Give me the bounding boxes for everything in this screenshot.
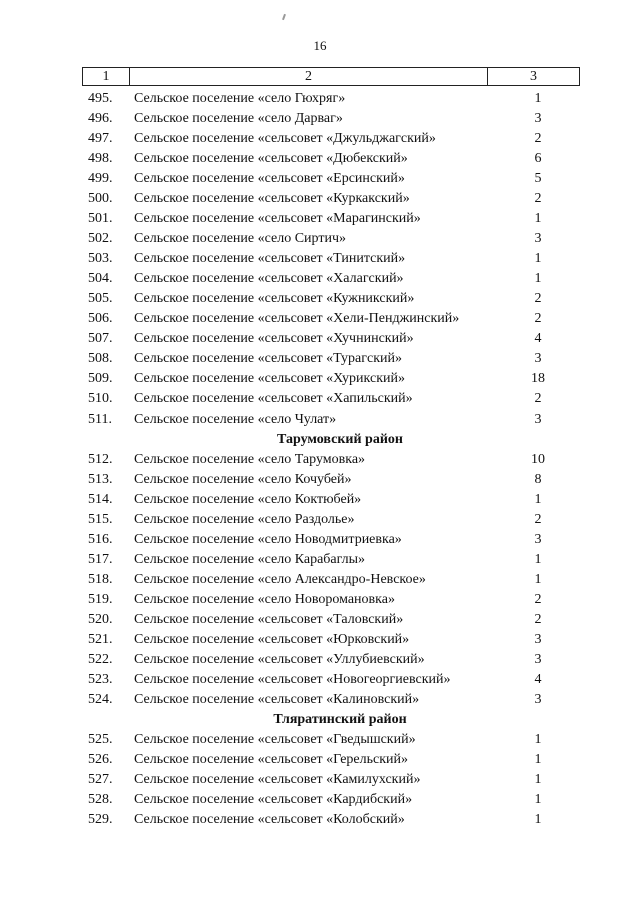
row-number: 526. [88, 752, 113, 768]
table-row [0, 610, 640, 630]
settlement-count: 5 [534, 171, 542, 187]
settlement-count: 3 [534, 631, 542, 647]
table-row [0, 209, 640, 229]
settlement-count: 1 [534, 752, 542, 768]
row-number: 515. [88, 511, 113, 527]
settlement-count: 1 [534, 772, 542, 788]
row-number: 505. [88, 291, 113, 307]
section-title: Тляратинский район [273, 711, 407, 727]
settlement-count: 4 [534, 671, 542, 687]
settlement-count: 1 [534, 551, 542, 567]
row-number: 512. [88, 451, 113, 467]
settlement-name: Сельское поселение «сельсовет «Куркакский» [134, 191, 410, 207]
header-col-3: 3 [530, 68, 537, 84]
settlement-count: 10 [531, 451, 545, 467]
row-number: 521. [88, 631, 113, 647]
settlement-name: Сельское поселение «село Тарумовка» [134, 451, 366, 467]
settlement-name: Сельское поселение «село Дарваг» [134, 111, 343, 127]
settlement-name: Сельское поселение «село Кочубей» [134, 471, 352, 487]
section-title: Тарумовский район [277, 431, 403, 447]
header-col-2: 2 [130, 68, 488, 85]
settlement-count: 6 [534, 151, 542, 167]
table-row [0, 570, 640, 590]
settlement-name: Сельское поселение «сельсовет «Дюбекский» [134, 151, 408, 167]
row-number: 509. [88, 371, 113, 387]
table-row [0, 490, 640, 510]
settlement-name: Сельское поселение «сельсовет «Калиновский» [134, 691, 420, 707]
settlement-count: 3 [534, 231, 542, 247]
row-number: 516. [88, 531, 113, 547]
row-number: 511. [88, 411, 112, 427]
table-row [0, 389, 640, 409]
table-row [0, 129, 640, 149]
settlement-count: 3 [534, 691, 542, 707]
settlement-name: Сельское поселение «сельсовет «Ерсинский» [134, 171, 405, 187]
row-number: 524. [88, 691, 113, 707]
table-row [0, 750, 640, 770]
scan-mark [282, 14, 286, 20]
settlement-count: 18 [531, 371, 545, 387]
settlement-name: Сельское поселение «сельсовет «Тинитский» [134, 251, 406, 267]
header-col-1: 1 [83, 68, 130, 85]
settlement-name: Сельское поселение «сельсовет «Турагский» [134, 351, 402, 367]
settlement-count: 2 [534, 191, 542, 207]
table-row [0, 229, 640, 249]
settlement-name: Сельское поселение «сельсовет «Кардибский» [134, 792, 413, 808]
settlement-count: 3 [534, 411, 542, 427]
row-number: 514. [88, 491, 113, 507]
row-number: 502. [88, 231, 113, 247]
row-number: 525. [88, 732, 113, 747]
settlement-name: Сельское поселение «сельсовет «Хурикский» [134, 371, 405, 387]
settlement-count: 2 [534, 291, 542, 307]
table-row [0, 770, 640, 790]
settlement-count: 8 [534, 471, 542, 487]
row-number: 497. [88, 131, 113, 147]
settlement-count: 2 [534, 391, 542, 407]
row-number: 499. [88, 171, 113, 187]
table-row [0, 510, 640, 530]
settlement-count: 2 [534, 131, 542, 147]
table-row [0, 249, 640, 269]
table-row [0, 289, 640, 309]
table-row [0, 590, 640, 610]
row-number: 523. [88, 671, 113, 687]
settlement-name: Сельское поселение «сельсовет «Хучнинский» [134, 331, 414, 347]
settlement-count: 1 [534, 812, 542, 828]
table-row [0, 309, 640, 329]
settlement-count: 3 [534, 531, 542, 547]
table-row [0, 89, 640, 109]
row-number: 504. [88, 271, 113, 287]
table-row [0, 109, 640, 129]
settlement-count: 1 [534, 271, 542, 287]
settlement-name: Сельское поселение «сельсовет «Уллубиевский» [134, 651, 425, 667]
settlement-name: Сельское поселение «село Чулат» [134, 411, 337, 427]
table-row [0, 730, 640, 750]
row-number: 508. [88, 351, 113, 367]
settlement-name: Сельское поселение «сельсовет «Камилухский» [134, 772, 421, 788]
row-number: 496. [88, 111, 113, 127]
table-row [0, 670, 640, 690]
table-row [0, 269, 640, 289]
row-number: 498. [88, 151, 113, 167]
row-number: 527. [88, 772, 113, 788]
table-row [0, 369, 640, 389]
table-row [0, 650, 640, 670]
row-number: 522. [88, 651, 113, 667]
section-heading [0, 430, 640, 450]
settlement-count: 2 [534, 511, 542, 527]
table-row [0, 189, 640, 209]
row-number: 517. [88, 551, 113, 567]
row-number: 529. [88, 812, 113, 828]
table-body [0, 89, 640, 830]
table-row [0, 530, 640, 550]
settlement-name: Сельское поселение «село Карабаглы» [134, 551, 366, 567]
settlement-name: Сельское поселение «сельсовет «Новогеоргиевский» [134, 671, 451, 687]
settlement-count: 3 [534, 351, 542, 367]
settlement-count: 1 [534, 792, 542, 808]
table-row [0, 470, 640, 490]
settlement-name: Сельское поселение «село Коктюбей» [134, 491, 362, 507]
row-number: 507. [88, 331, 113, 347]
row-number: 520. [88, 611, 113, 627]
settlement-count: 1 [534, 211, 542, 227]
row-number: 513. [88, 471, 113, 487]
page-number: 16 [313, 38, 327, 53]
settlement-name: Сельское поселение «сельсовет «Хапильский» [134, 391, 413, 407]
settlement-count: 4 [534, 331, 542, 347]
table-row [0, 790, 640, 810]
settlement-name: Сельское поселение «село Новодмитриевка» [134, 531, 402, 547]
settlement-name: Сельское поселение «сельсовет «Джульджагский» [134, 131, 436, 147]
settlement-name: Сельское поселение «сельсовет «Хели-Пенджинский» [134, 311, 460, 327]
settlement-name: Сельское поселение «сельсовет «Колобский» [134, 812, 405, 828]
table-row [0, 450, 640, 470]
table-row [0, 810, 640, 830]
settlement-name: Сельское поселение «сельсовет «Гведышский» [134, 732, 416, 747]
table-row [0, 149, 640, 169]
row-number: 506. [88, 311, 113, 327]
settlement-name: Сельское поселение «сельсовет «Юрковский» [134, 631, 410, 647]
row-number: 510. [88, 391, 113, 407]
row-number: 518. [88, 571, 113, 587]
table-row [0, 690, 640, 710]
settlement-name: Сельское поселение «сельсовет «Герельский» [134, 752, 408, 768]
section-heading [0, 710, 640, 730]
table-row [0, 349, 640, 369]
row-number: 500. [88, 191, 113, 207]
row-number: 495. [88, 91, 113, 106]
row-number: 528. [88, 792, 113, 808]
settlement-name: Сельское поселение «село Раздолье» [134, 511, 355, 527]
row-number: 503. [88, 251, 113, 267]
settlement-name: Сельское поселение «село Александро-Невское» [134, 571, 426, 587]
table-row [0, 329, 640, 349]
settlement-count: 1 [534, 571, 542, 587]
table-row [0, 550, 640, 570]
settlement-count: 3 [534, 651, 542, 667]
settlement-name: Сельское поселение «сельсовет «Халагский» [134, 271, 404, 287]
settlement-count: 2 [534, 611, 542, 627]
settlement-count: 1 [534, 91, 542, 106]
settlement-name: Сельское поселение «село Гюхряг» [134, 91, 346, 106]
settlement-count: 1 [534, 251, 542, 267]
settlement-name: Сельское поселение «село Сиртич» [134, 231, 347, 247]
table-header [82, 67, 580, 86]
settlement-count: 2 [534, 591, 542, 607]
settlement-count: 1 [534, 732, 542, 747]
row-number: 501. [88, 211, 113, 227]
settlement-count: 1 [534, 491, 542, 507]
settlement-count: 3 [534, 111, 542, 127]
table-row [0, 169, 640, 189]
table-row [0, 630, 640, 650]
settlement-name: Сельское поселение «сельсовет «Кужникский» [134, 291, 415, 307]
settlement-count: 2 [534, 311, 542, 327]
row-number: 519. [88, 591, 113, 607]
settlement-name: Сельское поселение «сельсовет «Таловский» [134, 611, 404, 627]
settlement-name: Сельское поселение «село Новоромановка» [134, 591, 395, 607]
table-row [0, 410, 640, 430]
settlement-name: Сельское поселение «сельсовет «Марагинский» [134, 211, 421, 227]
